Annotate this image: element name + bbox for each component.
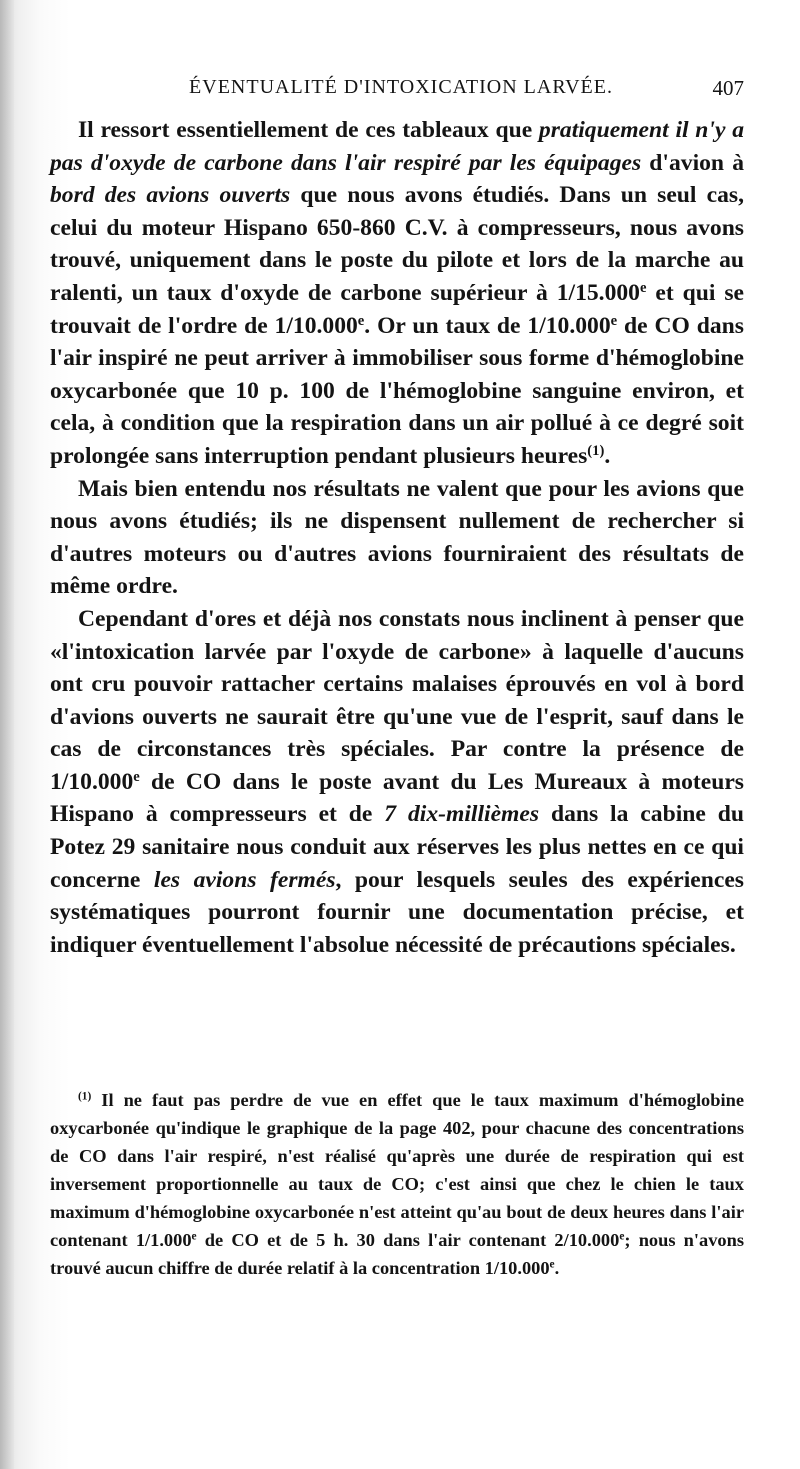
footnote-reference[interactable]: (1) <box>587 442 605 459</box>
paragraph-3-italic-2: les avions fermés <box>153 866 336 893</box>
paragraph-1-text-1: Il ressort essentiellement de ces tableaux que <box>78 117 539 143</box>
running-title: ÉVENTUALITÉ D'INTOXICATION LARVÉE. <box>189 76 613 98</box>
ordinal-superscript: e <box>549 1258 555 1271</box>
paragraph-1-text-3: que nous avons étudiés. Dans un seul cas, celui du moteur Hispano 650-860 C.V. à compresseurs, nous avons trouvé, uniquement dans le poste du pilote et lors de la marche au ralenti, un taux d'oxyde de carbone supérieur à 1/15.000 <box>50 182 744 306</box>
body-text <box>50 114 744 961</box>
ordinal-superscript: e <box>133 768 140 785</box>
paragraph-1-text-4: et qui se trouvait de l'ordre de 1/10.000 <box>50 279 744 339</box>
footnote-1 <box>50 1086 744 1282</box>
paragraph-1-italic-1: pratiquement il n'y a pas d'oxyde de carbone dans l'air respiré par les équipages <box>50 117 744 176</box>
paragraph-1-text-7: . <box>604 442 611 469</box>
page-number: 407 <box>712 76 744 100</box>
footnote-text-2: de CO et de 5 h. 30 dans l'air contenant 2/10.000 <box>196 1230 620 1250</box>
ordinal-superscript: e <box>357 312 365 329</box>
page-gutter-shadow <box>0 0 14 1469</box>
paragraph-3-text-2: de CO dans le poste avant du Les Mureaux à moteurs Hispano à compresseurs et de <box>50 768 744 828</box>
ordinal-superscript: e <box>619 1230 625 1243</box>
paragraph-3 <box>50 603 744 962</box>
paragraph-3-text-4: , pour lesquels seules des expériences systématiques pourront fournir une documentation précise, et indiquer éventuellement l'absolue nécessité de précautions spéciales. <box>50 866 744 958</box>
paragraph-1-text-2: d'avion à <box>641 149 744 176</box>
paragraph-3-italic-1: 7 dix-millièmes <box>384 801 540 828</box>
ordinal-superscript: e <box>639 279 647 296</box>
paragraph-1-text-6: de CO dans l'air inspiré ne peut arriver à immobiliser sous forme d'hémoglobine oxycarbonée que 10 p. 100 de l'hémoglobine sanguine environ, et cela, à condition que la respiration dans un air pollué à ce degré soit prolongée sans interruption pendant plusieurs heures <box>50 312 744 469</box>
footnote-text-4: . <box>554 1258 560 1278</box>
footnote-text-1: Il ne faut pas perdre de vue en effet que le taux maximum d'hémoglobine oxycarbonée qu'indique le graphique de la page 402, pour chacune des concentrations de CO dans l'air respiré, n'est réalisé qu'après une durée de respiration qui est inversement proportionnelle au taux de CO; c'est ainsi que chez le chien le taux maximum d'hémoglobine oxycarbonée n'est atteint qu'au bout de deux heures dans l'air contenant 1/1.000 <box>50 1090 744 1250</box>
paragraph-1-text-5: . Or un taux de 1/10.000 <box>364 312 611 339</box>
paragraph-2: Mais bien entendu nos résultats ne valent que pour les avions que nous avons étudiés; ils ne dispensent nullement de rechercher si d'autres moteurs ou d'autres avions fourniraient des résultats de même ordre. <box>50 475 744 600</box>
ordinal-superscript: e <box>610 312 618 329</box>
running-head <box>58 74 744 108</box>
paragraph-3-text-1: Cependant d'ores et déjà nos constats nous inclinent à penser que «l'intoxication larvée par l'oxyde de carbone» à laquelle d'aucuns ont cru pouvoir rattacher certains malaises éprouvés en vol à bord d'avions ouverts ne saurait être qu'une vue de l'esprit, sauf dans le cas de circonstances très spéciales. Par contre la présence de 1/10.000 <box>50 605 744 795</box>
paragraph-3-text-3: dans la cabine du Potez 29 sanitaire nous conduit aux réserves les plus nettes en ce qui concerne <box>50 801 744 893</box>
paragraph-1-italic-2: bord des avions ouverts <box>50 182 291 209</box>
footnotes <box>50 1086 744 1282</box>
footnote-marker: (1) <box>78 1090 92 1103</box>
footnote-text-3: ; nous n'avons trouvé aucun chiffre de durée relatif à la concentration 1/10.000 <box>50 1230 744 1278</box>
ordinal-superscript: e <box>191 1230 197 1243</box>
paragraph-1 <box>50 114 744 473</box>
